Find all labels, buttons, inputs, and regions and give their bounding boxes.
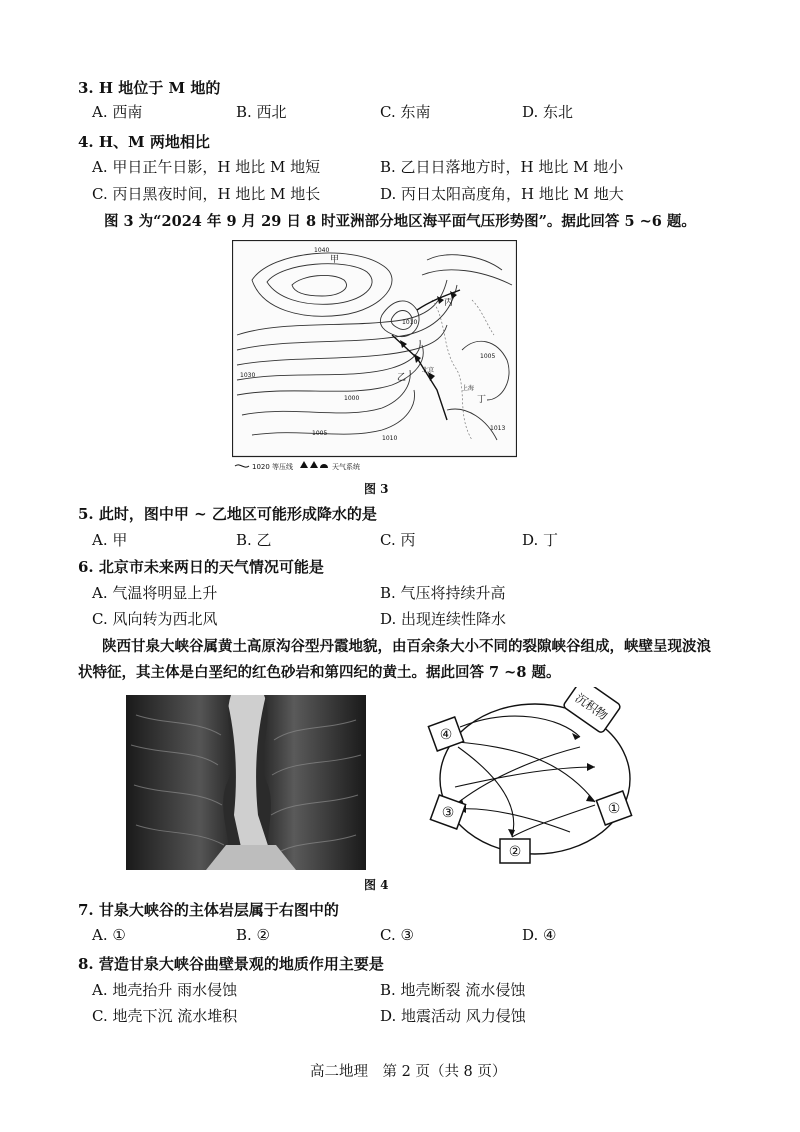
isobar-1010-b: 1010 <box>382 435 398 442</box>
q7-option-b: B. ② <box>236 926 271 944</box>
q5-stem: 5. 此时，图中甲 ~ 乙地区可能形成降水的是 <box>78 505 377 523</box>
rock-cycle-svg <box>420 687 650 867</box>
q7-option-c: C. ③ <box>380 926 414 944</box>
canyon-photo <box>126 695 366 870</box>
isobar-1030: 1030 <box>240 372 256 379</box>
sediment-label: 沉积物 <box>572 690 611 723</box>
q4-option-a: A. 甲日正午日影，H 地比 M 地短 <box>92 158 321 176</box>
q6-stem: 6. 北京市未来两日的天气情况可能是 <box>78 558 324 576</box>
q4-stem: 4. H、M 两地相比 <box>78 133 210 151</box>
q8-option-a: A. 地壳抬升 雨水侵蚀 <box>92 981 238 999</box>
q6-option-c: C. 风向转为西北风 <box>92 610 218 628</box>
q6-option-d: D. 出现连续性降水 <box>380 610 507 628</box>
figure-3-map <box>232 240 517 472</box>
q5-option-c: C. 丙 <box>380 531 416 549</box>
q6-option-b: B. 气压将持续升高 <box>380 584 506 602</box>
q6-option-a: A. 气温将明显上升 <box>92 584 218 602</box>
q8-option-c: C. 地壳下沉 流水堆积 <box>92 1007 238 1025</box>
q3-stem: 3. H 地位于 M 地的 <box>78 79 221 97</box>
isobar-1040: 1040 <box>314 247 330 254</box>
q7-option-a: A. ① <box>92 926 126 944</box>
node-1 <box>596 791 631 825</box>
q4-option-b: B. 乙日日落地方时，H 地比 M 地小 <box>380 158 624 176</box>
node-1-label: ① <box>607 801 621 817</box>
node-3-label: ③ <box>441 805 455 821</box>
canyon-photo-svg <box>126 695 366 870</box>
q7-stem: 7. 甘泉大峡谷的主体岩层属于右图中的 <box>78 901 339 919</box>
q5-option-d: D. 丁 <box>522 531 559 549</box>
node-sediment <box>563 687 622 734</box>
q8-option-b: B. 地壳断裂 流水侵蚀 <box>380 981 526 999</box>
label-beijing: 北京 <box>422 367 435 374</box>
q3-option-b: B. 西北 <box>236 103 287 121</box>
label-shanghai: 上海 <box>462 385 475 392</box>
rock-cycle-diagram <box>420 687 650 867</box>
node-4 <box>428 717 463 751</box>
q7-option-d: D. ④ <box>522 926 557 944</box>
isobar-1005: 1005 <box>312 430 328 437</box>
q3-option-c: C. 东南 <box>380 103 431 121</box>
intro-5-6: 图 3 为“2024 年 9 月 29 日 8 时亚洲部分地区海平面气压形势图”。据此回答 5 ~6 题。 <box>104 213 696 230</box>
label-yi: 乙 <box>397 373 407 383</box>
isobar-1010: 1010 <box>402 319 418 326</box>
isobar-1013: 1013 <box>490 425 506 432</box>
q5-option-a: A. 甲 <box>92 531 128 549</box>
figure-3-caption: 图 3 <box>364 482 389 496</box>
figure-4-caption: 图 4 <box>364 878 389 892</box>
map-legend <box>235 461 360 471</box>
q8-stem: 8. 营造甘泉大峡谷曲壁景观的地质作用主要是 <box>78 955 384 973</box>
q8-option-d: D. 地震活动 风力侵蚀 <box>380 1007 526 1025</box>
q4-option-d: D. 丙日太阳高度角，H 地比 M 地大 <box>380 185 624 203</box>
label-bing: 丙 <box>444 298 454 308</box>
q4-option-c: C. 丙日黑夜时间，H 地比 M 地长 <box>92 185 321 203</box>
intro-7-8: 陕西甘泉大峡谷属黄土高原沟谷型丹霞地貌，由百余条大小不同的裂隙峡谷组成，峡壁呈现波浪状特征，其主体是白垩纪的红色砂岩和第四纪的黄土。据此回答 7 ~8 题。 <box>78 638 711 681</box>
legend-front: 天气系统 <box>332 463 360 471</box>
node-3 <box>430 795 465 829</box>
label-ding: 丁 <box>477 395 487 405</box>
node-2 <box>500 839 530 863</box>
node-4-label: ④ <box>439 727 453 743</box>
label-jia: 甲 <box>330 255 340 265</box>
isobar-1005-b: 1005 <box>480 353 496 360</box>
pressure-map-svg <box>232 240 517 472</box>
q5-option-b: B. 乙 <box>236 531 272 549</box>
isobar-1000: 1000 <box>344 395 360 402</box>
node-2-label: ② <box>508 844 522 860</box>
q3-option-d: D. 东北 <box>522 103 574 121</box>
legend-isobar: 1020 等压线 <box>252 463 294 471</box>
q3-option-a: A. 西南 <box>92 103 143 121</box>
page-footer: 高二地理 第 2 页（共 8 页） <box>310 1064 507 1080</box>
